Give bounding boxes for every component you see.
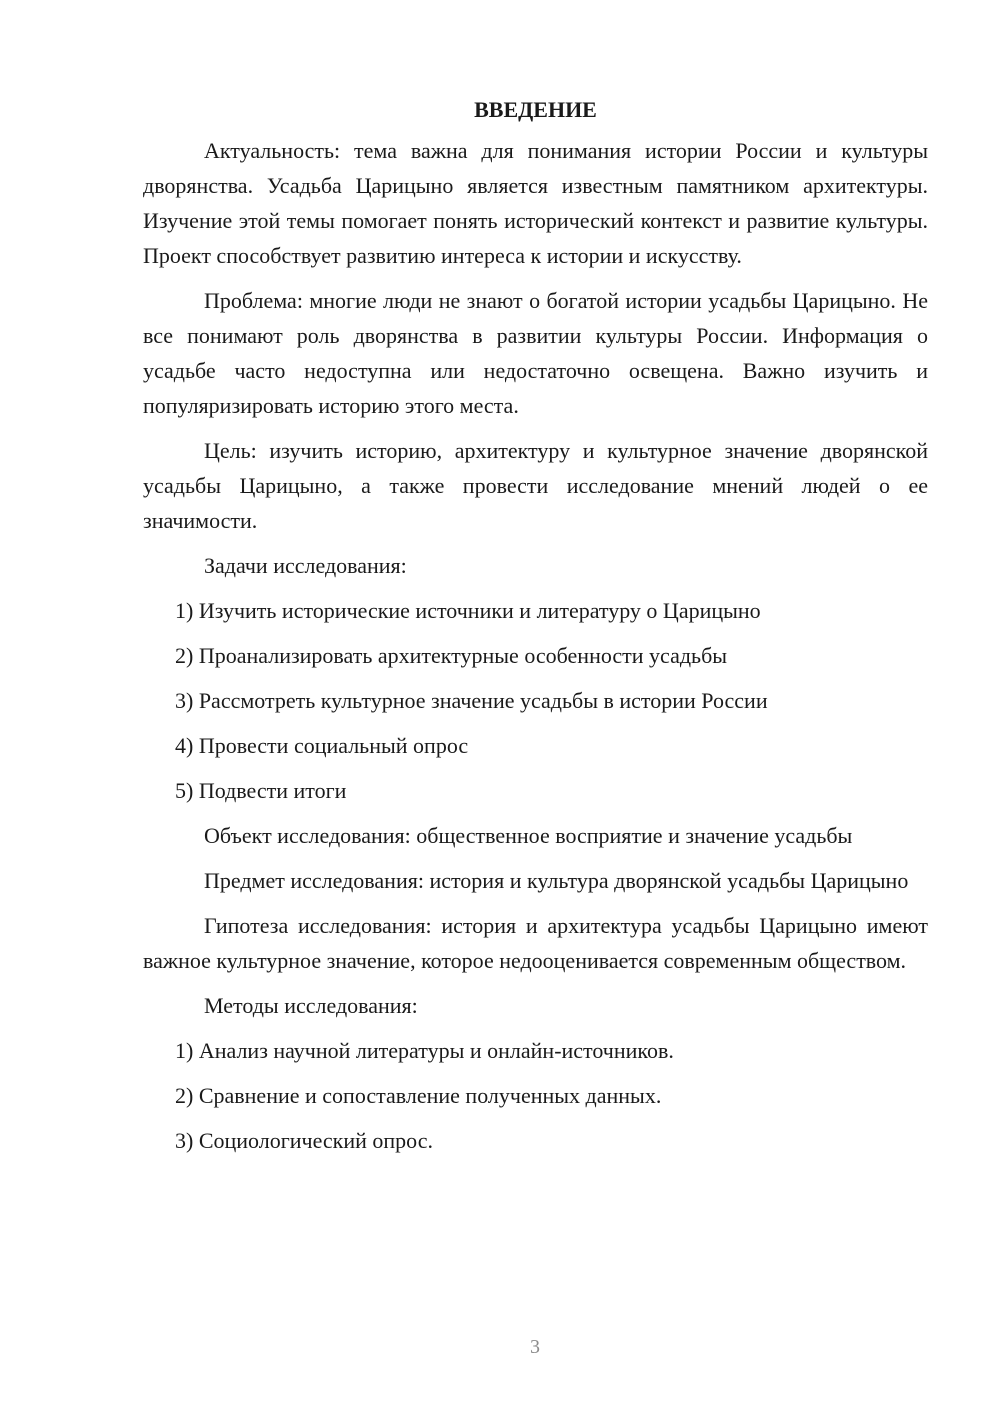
tasks-list bbox=[143, 593, 928, 808]
list-item: 3) Рассмотреть культурное значение усадьбы в истории России bbox=[175, 688, 768, 713]
methods-list bbox=[143, 1033, 928, 1158]
list-item: 2) Проанализировать архитектурные особенности усадьбы bbox=[175, 643, 728, 668]
methods-heading: Методы исследования: bbox=[204, 993, 418, 1018]
list-item: 5) Подвести итоги bbox=[175, 778, 347, 803]
subject-paragraph: Предмет исследования: история и культура дворянской усадьбы Царицыно bbox=[204, 868, 909, 893]
tasks-heading: Задачи исследования: bbox=[204, 553, 407, 578]
list-item: 1) Анализ научной литературы и онлайн-источников. bbox=[175, 1038, 674, 1063]
object-paragraph: Объект исследования: общественное восприятие и значение усадьбы bbox=[204, 823, 853, 848]
section-title: ВВЕДЕНИЕ bbox=[474, 97, 597, 122]
list-item: 1) Изучить исторические источники и литературу о Царицыно bbox=[175, 598, 761, 623]
list-item: 2) Сравнение и сопоставление полученных данных. bbox=[175, 1083, 662, 1108]
document-page bbox=[143, 92, 928, 1168]
page-number: 3 bbox=[530, 1336, 540, 1358]
hypothesis-paragraph: Гипотеза исследования: история и архитектура усадьбы Царицыно имеют важное культурное значение, которое недооценивается современным обществом. bbox=[143, 913, 928, 973]
goal-paragraph: Цель: изучить историю, архитектуру и культурное значение дворянской усадьбы Царицыно, а также провести исследование мнений людей о ее значимости. bbox=[143, 438, 928, 533]
list-item: 3) Социологический опрос. bbox=[175, 1128, 433, 1153]
relevance-paragraph: Актуальность: тема важна для понимания истории России и культуры дворянства. Усадьба Царицыно является известным памятником архитектуры. Изучение этой темы помогает понять исторический контекст и развитие культуры. Проект способствует развитию интереса к истории и искусству. bbox=[143, 138, 928, 268]
problem-paragraph: Проблема: многие люди не знают о богатой истории усадьбы Царицыно. Не все понимают роль дворянства в развитии культуры России. Информация о усадьбе часто недоступна или недостаточно освещена. Важно изучить и популяризировать историю этого места. bbox=[143, 288, 928, 418]
list-item: 4) Провести социальный опрос bbox=[175, 733, 469, 758]
